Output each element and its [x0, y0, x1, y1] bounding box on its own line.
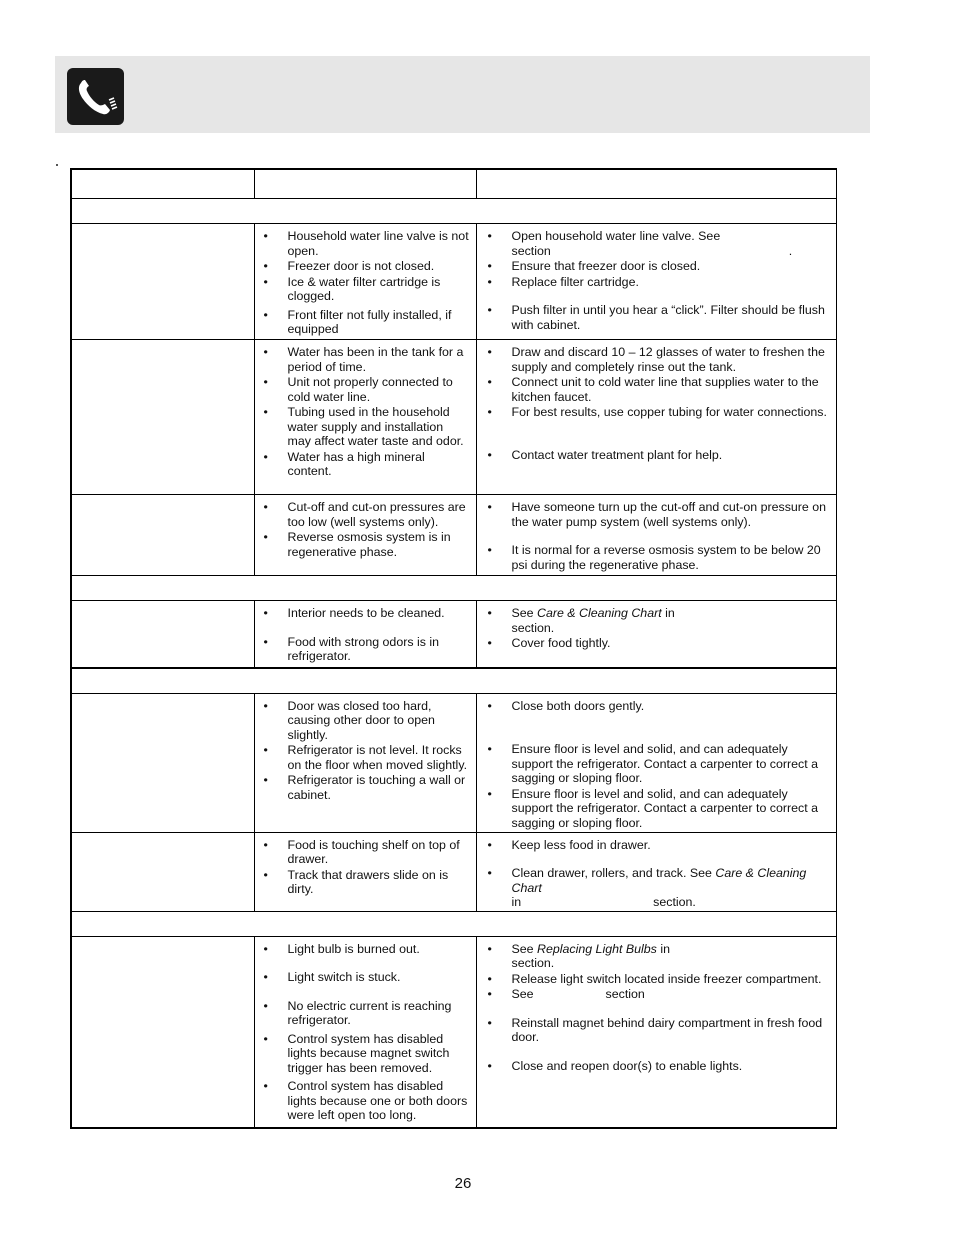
solution-item: • Ensure that freezer door is closed.	[488, 259, 831, 274]
solution-item: • Cover food tightly.	[488, 636, 831, 651]
cause-cell	[254, 693, 476, 832]
cause-item: • Front filter not fully installed, if equipped	[264, 308, 470, 337]
cause-item: • Food with strong odors is in refrigerator.	[264, 635, 470, 664]
table-header-row	[71, 169, 836, 199]
page-number: 26	[454, 1175, 472, 1192]
cause-item: • Reverse osmosis system is in regenerative phase.	[264, 530, 470, 559]
page-header-band	[55, 56, 870, 133]
cause-header-cell	[254, 169, 476, 199]
solution-cell	[476, 495, 836, 576]
solution-item: • Keep less food in drawer.	[488, 838, 831, 853]
cause-item: • Refrigerator is not level. It rocks on the floor when moved slightly.	[264, 743, 470, 772]
table-row	[71, 693, 836, 832]
cause-item: • Track that drawers slide on is dirty.	[264, 868, 470, 897]
solution-item: • Replace filter cartridge.	[488, 275, 831, 290]
cause-item: • Interior needs to be cleaned.	[264, 606, 470, 621]
cause-item: • Control system has disabled lights because one or both doors were left open too long.	[264, 1079, 470, 1123]
cause-item: • Food is touching shelf on top of drawer.	[264, 838, 470, 867]
troubleshooting-table	[70, 168, 837, 1129]
solution-item: • Close both doors gently.	[488, 699, 831, 714]
solution-item: • Close and reopen door(s) to enable lights.	[488, 1059, 831, 1074]
solution-item: • Draw and discard 10 – 12 glasses of water to freshen the supply and completely rinse out the tank.	[488, 345, 831, 374]
cause-item: • Cut-off and cut-on pressures are too low (well systems only).	[264, 500, 470, 529]
cause-item: • No electric current is reaching refrigerator.	[264, 999, 470, 1028]
cause-item: • Unit not properly connected to cold water line.	[264, 375, 470, 404]
section-row	[71, 668, 836, 694]
solution-item: • Have someone turn up the cut-off and cut-on pressure on the water pump system (well systems only).	[488, 500, 831, 529]
table-row	[71, 224, 836, 340]
cause-cell	[254, 832, 476, 911]
problem-cell	[71, 340, 254, 495]
problem-cell	[71, 936, 254, 1128]
cause-item: • Door was closed too hard, causing other door to open slightly.	[264, 699, 470, 743]
problem-cell	[71, 601, 254, 668]
cause-item: • Light bulb is burned out.	[264, 942, 470, 957]
problem-header-cell	[71, 169, 254, 199]
cause-item: • Tubing used in the household water supply and installation may affect water taste and odor.	[264, 405, 470, 449]
cause-item: • Water has a high mineral content.	[264, 450, 470, 479]
cause-cell	[254, 936, 476, 1128]
solution-cell	[476, 832, 836, 911]
solution-item: • See Care & Cleaning Chart in section.	[488, 606, 831, 635]
solution-item: • See Replacing Light Bulbs in section.	[488, 942, 831, 971]
table-row	[71, 601, 836, 668]
table-row	[71, 832, 836, 911]
solution-cell	[476, 693, 836, 832]
cause-cell	[254, 340, 476, 495]
solution-cell	[476, 936, 836, 1128]
cause-cell	[254, 495, 476, 576]
solution-item: • It is normal for a reverse osmosis system to be below 20 psi during the regenerative phase.	[488, 543, 831, 572]
phone-icon	[67, 68, 124, 125]
solution-header-cell	[476, 169, 836, 199]
section-row	[71, 576, 836, 601]
cause-item: • Control system has disabled lights because magnet switch trigger has been removed.	[264, 1032, 470, 1076]
cause-item: • Ice & water filter cartridge is clogged.	[264, 275, 470, 304]
solution-item: • Open household water line valve. See section .	[488, 229, 831, 258]
stray-mark	[56, 164, 58, 166]
cause-item: • Refrigerator is touching a wall or cabinet.	[264, 773, 470, 802]
problem-cell	[71, 495, 254, 576]
problem-cell	[71, 224, 254, 340]
solution-item: • Release light switch located inside freezer compartment.	[488, 972, 831, 987]
solution-item: • For best results, use copper tubing for water connections.	[488, 405, 831, 420]
solution-item: • Ensure floor is level and solid, and can adequately support the refrigerator. Contact a carpenter to correct a sagging or sloping floor.	[488, 742, 831, 786]
table-row	[71, 340, 836, 495]
solution-cell	[476, 224, 836, 340]
solution-item: • Ensure floor is level and solid, and can adequately support the refrigerator. Contact a carpenter to correct a sagging or sloping floor.	[488, 787, 831, 831]
cause-item: • Light switch is stuck.	[264, 970, 470, 985]
solution-item: • See section	[488, 987, 831, 1002]
section-row	[71, 911, 836, 936]
cause-cell	[254, 224, 476, 340]
problem-cell	[71, 832, 254, 911]
table-row	[71, 936, 836, 1128]
solution-item: • Connect unit to cold water line that supplies water to the kitchen faucet.	[488, 375, 831, 404]
solution-item: • Clean drawer, rollers, and track. See Care & Cleaning Chart in section.	[488, 866, 831, 910]
problem-cell	[71, 693, 254, 832]
section-row	[71, 199, 836, 224]
solution-item: • Contact water treatment plant for help.	[488, 448, 831, 463]
cause-item: • Household water line valve is not open.	[264, 229, 470, 258]
solution-item: • Reinstall magnet behind dairy compartment in fresh food door.	[488, 1016, 831, 1045]
cause-cell	[254, 601, 476, 668]
table-row	[71, 495, 836, 576]
cause-item: • Freezer door is not closed.	[264, 259, 470, 274]
solution-cell	[476, 601, 836, 668]
cause-item: • Water has been in the tank for a period of time.	[264, 345, 470, 374]
solution-cell	[476, 340, 836, 495]
solution-item: • Push filter in until you hear a “click”. Filter should be flush with cabinet.	[488, 303, 831, 332]
